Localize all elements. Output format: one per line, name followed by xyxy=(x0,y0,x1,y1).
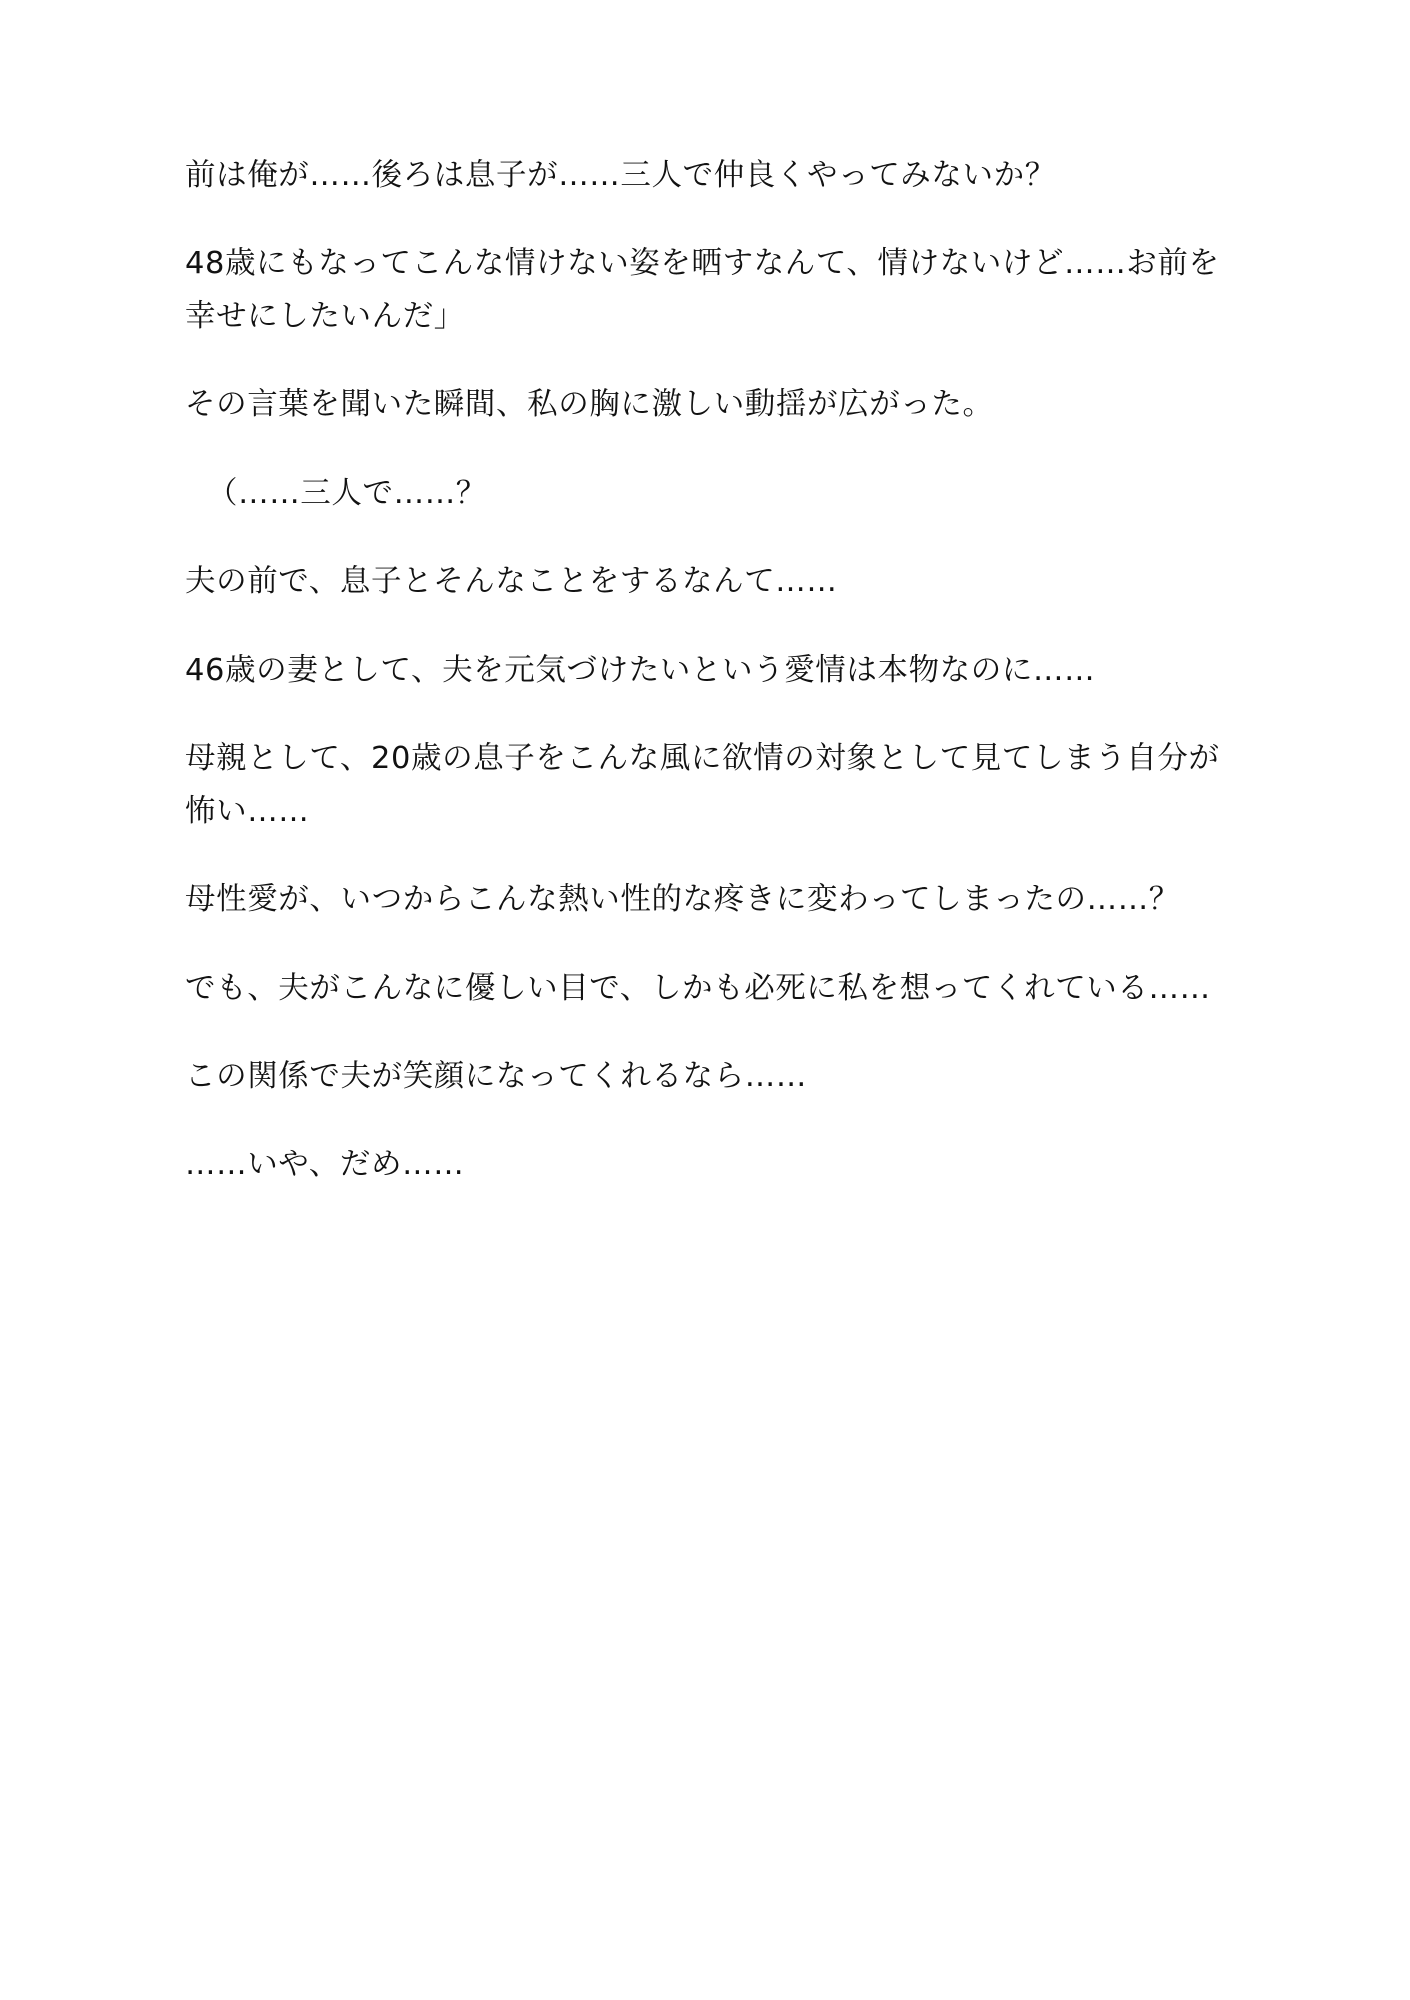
paragraph: 母性愛が、いつからこんな熱い性的な疼きに変わってしまったの……？ xyxy=(185,882,1180,918)
paragraph: 46歳の妻として、夫を元気づけたいという愛情は本物なのに…… xyxy=(185,652,1096,688)
paragraph: この関係で夫が笑顔になってくれるなら…… xyxy=(185,1058,807,1094)
paragraph: ……いや、だめ…… xyxy=(185,1147,465,1183)
paragraph: 前は俺が……後ろは息子が……三人で仲良くやってみないか？ xyxy=(185,158,1056,193)
paragraph: （……三人で……？ xyxy=(207,475,487,511)
paragraph: 夫の前で、息子とそんなことをするなんて…… xyxy=(185,564,838,600)
document-body xyxy=(185,150,1225,1192)
paragraph: 48歳にもなってこんな情けない姿を晒すなんて、情けないけど……お前を幸せにしたいんだ」 xyxy=(185,246,1220,334)
paragraph: 母親として、20歳の息子をこんな風に欲情の対象として見てしまう自分が怖い…… xyxy=(185,741,1220,829)
paragraph: その言葉を聞いた瞬間、私の胸に激しい動揺が広がった。 xyxy=(185,387,994,423)
paragraph: でも、夫がこんなに優しい目で、しかも必死に私を想ってくれている…… xyxy=(185,970,1211,1006)
